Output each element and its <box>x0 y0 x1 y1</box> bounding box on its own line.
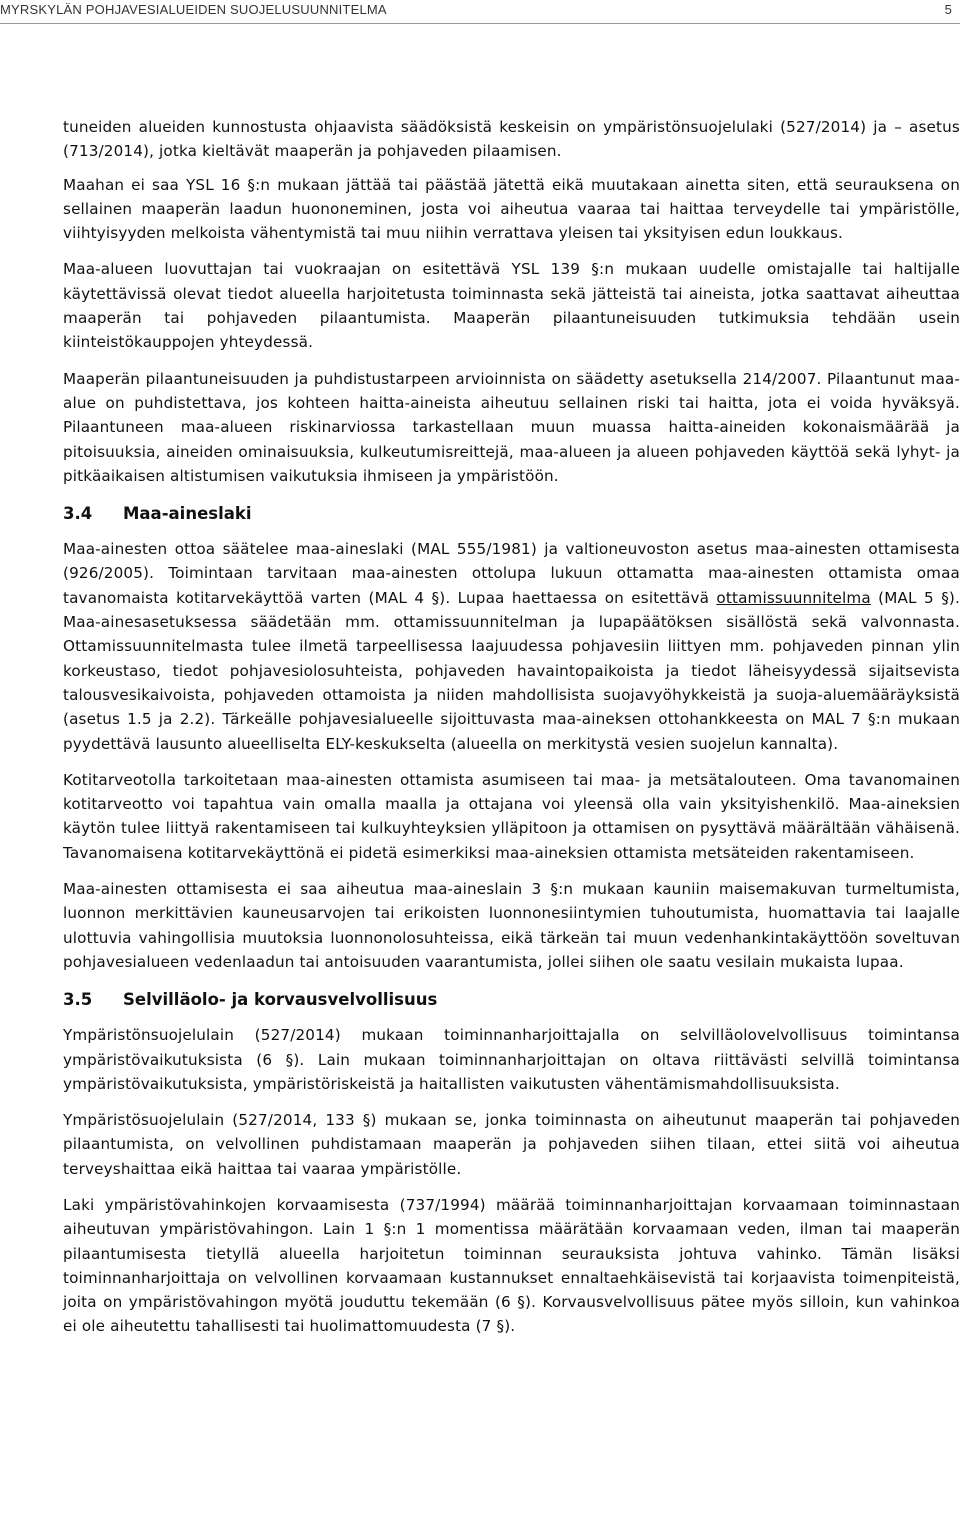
running-header <box>0 2 960 24</box>
paragraph: Ympäristösuojelulain (527/2014, 133 §) mukaan se, jonka toiminnasta on aiheutunut maaperän tai pohjaveden pilaantumista, on velvollinen puhdistamaan maaperän ja pohjaveden siihen tilaan, ettei siitä voi aiheutua terveyshaittaa eikä haittaa tai vaaraa ympäristölle. <box>63 1111 960 1178</box>
section-heading-3-4 <box>63 503 960 525</box>
paragraph <box>63 537 960 756</box>
section-title: Maa-aineslaki <box>123 504 252 524</box>
paragraph-text: (MAL 5 §). Maa-ainesasetuksessa säädetään mm. ottamissuunnitelman ja lupapäätöksen sisällöstä sekä valvonnasta. Ottamissuunnitelmasta tulee ilmetä tarpeellisessa laajuudessa pohjavesiin liittyen mm. pohjaveden pinnan ylin korkeustaso, tiedot pohjavesiolosuhteista, pohjaveden havaintopaikoista ja tiedot läheisyydessä sijaitsevista talousvesikaivoista, pohjaveden ottamoista ja niiden mahdollisista suojavyöhykkeistä ja suoja-aluemääräyksistä (asetus 1.5 ja 2.2). Tärkeälle pohjavesialueelle sijoittuvasta maa-aineksen ottohankkeesta on MAL 7 §:n mukaan pyydettävä lausunto alueelliselta ELY-keskukselta (alueella on merkitystä vesien suojelun kannalta). <box>63 588 960 753</box>
page-body <box>63 115 960 1351</box>
paragraph: Ympäristönsuojelulain (527/2014) mukaan toiminnanharjoittajalla on selvilläolovelvollisuus toimintansa ympäristövaikutuksista (6 §). Lain mukaan toiminnanharjoittajan on oltava riittävästi selvillä toimintansa ympäristövaikutuksista, ympäristöriskeistä ja haitallisten vaikutusten vähentämismahdollisuuksista. <box>63 1026 960 1093</box>
paragraph-text: Maa-ainesten ottoa säätelee maa-aineslaki (MAL 555/1981) ja valtioneuvoston asetus maa-ainesten ottamisesta (926/2005). Toimintaan tarvitaan maa-ainesten ottolupa lukuun ottamatta maa-ainesten ottamista omaa tavanomaista kotitarvekäyttöä varten (MAL 4 §). Lupaa haettaessa on esitettävä <box>63 540 960 607</box>
paragraph: Maa-ainesten ottamisesta ei saa aiheutua maa-aineslain 3 §:n mukaan kauniin maisemakuvan turmeltumista, luonnon merkittävien kauneusarvojen tai erikoisten luonnonesiintymien tuhoutumista, huomattavia tai laajalle ulottuvia vahingollisia muutoksia luonnonolosuhteissa, eikä tärkeän tai muun vedenhankintakäyttöön soveltuvan pohjavesialueen vedenlaadun tai antoisuuden vaarantumista, jollei siihen ole saatu vesilain mukaista lupaa. <box>63 880 960 971</box>
section-title: Selvilläolo- ja korvausvelvollisuus <box>123 990 438 1010</box>
section-number: 3.4 <box>63 504 93 524</box>
paragraph: Maaperän pilaantuneisuuden ja puhdistustarpeen arvioinnista on säädetty asetuksella 214/2007. Pilaantunut maa-alue on puhdistettava, jos kohteen haitta-aineista aiheutuu sellainen riski tai haitta, jota ei voida hyväksyä. Pilaantuneen maa-alueen riskinarviossa tarkastellaan muun muassa haitta-aineiden kokonaismäärää ja pitoisuuksia, aineiden ominaisuuksia, kulkeutumisreittejä, maa-alueen ja alueen pohjaveden käyttöä sekä lyhyt- ja pitkäaikaisen altistumisen vaikutuksia ihmiseen ja ympäristöön. <box>63 369 960 485</box>
section-heading-3-5 <box>63 989 960 1011</box>
section-number: 3.5 <box>63 990 93 1010</box>
paragraph: Maahan ei saa YSL 16 §:n mukaan jättää tai päästää jätettä eikä muutakaan ainetta siten, että seurauksena on sellainen maaperän laadun huononeminen, josta voi aiheutua vaaraa tai haittaa terveydelle tai ympäristölle, viihtyisyyden melkoista vähentymistä tai muu niihin verrattava yleisen tai yksityisen edun loukkaus. <box>63 175 960 243</box>
header-divider <box>0 23 960 24</box>
document-title: MYRSKYLÄN POHJAVESIALUEIDEN SUOJELUSUUNNITELMA <box>0 2 387 17</box>
underlined-term: ottamissuunnitelma <box>716 588 871 607</box>
paragraph: Kotitarveotolla tarkoitetaan maa-ainesten ottamista asumiseen tai maa- ja metsätalouteen. Oma tavanomainen kotitarveotto voi tapahtua vain omalla maalla ja ottajana voi yleensä olla vain yksityishenkilö. Maa-aineksien käytön tulee liittyä rakentamiseen tai kulkuyhteyksien ylläpitoon ja ottamisen on pysyttävä määrältään vähäisenä. Tavanomaisena kotitarvekäyttönä ei pidetä esimerkiksi maa-aineksien ottamista metsäteiden rakentamiseen. <box>63 770 960 862</box>
paragraph: tuneiden alueiden kunnostusta ohjaavista säädöksistä keskeisin on ympäristönsuojelulaki (527/2014) ja – asetus (713/2014), jotka kieltävät maaperän ja pohjaveden pilaamisen. <box>63 118 960 161</box>
page-number: 5 <box>944 2 952 17</box>
paragraph: Laki ympäristövahinkojen korvaamisesta (737/1994) määrää toiminnanharjoittajan korvaamaan toiminnastaan aiheutuvan ympäristövahingon. Lain 1 §:n 1 momentissa määrätään korvaamaan veden, ilman tai maaperän pilaantumisesta tietyllä alueella harjoitetun toiminnan seurauksista johtuva vahinko. Tämän lisäksi toiminnanharjoittaja on velvollinen korvaamaan kustannukset ennaltaehkäisevistä tai korjaavista toimenpiteistä, joita on ympäristövahingon myötä jouduttu tekemään (6 §). Korvausvelvollisuus pätee myös silloin, kun vahinkoa ei ole aiheutettu tahallisesti tai huolimattomuudesta (7 §). <box>63 1195 960 1336</box>
paragraph: Maa-alueen luovuttajan tai vuokraajan on esitettävä YSL 139 §:n mukaan uudelle omistajalle tai haltijalle käytettävissä olevat tiedot alueella harjoitetusta toiminnasta sekä jätteistä tai aineista, jotka saattavat aiheuttaa maaperän tai pohjaveden pilaantumista. Maaperän pilaantuneisuuden tutkimuksia tehdään usein kiinteistökauppojen yhteydessä. <box>63 260 960 352</box>
